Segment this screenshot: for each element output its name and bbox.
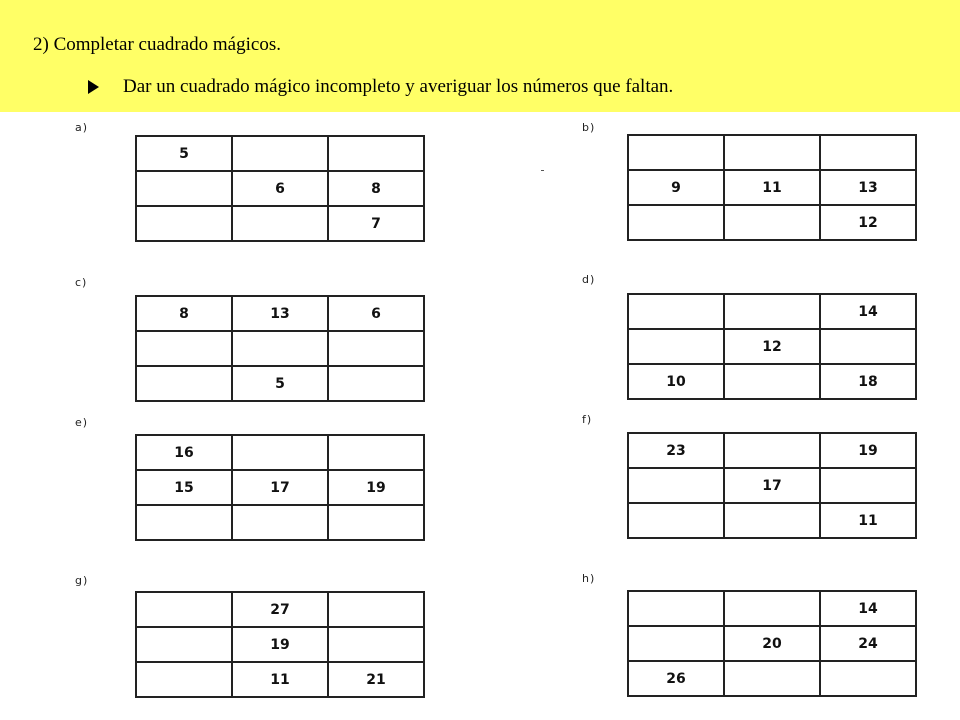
magic-square-grid <box>627 293 917 400</box>
puzzle-label: g) <box>75 574 89 587</box>
puzzle-label: a) <box>75 121 89 134</box>
grid-cell: 14 <box>820 591 916 626</box>
grid-cell: 20 <box>724 626 820 661</box>
grid-cell-empty <box>328 505 424 540</box>
grid-cell-empty <box>724 503 820 538</box>
grid-row <box>628 661 916 696</box>
header-banner <box>0 0 960 112</box>
grid-row <box>136 435 424 470</box>
grid-cell: 21 <box>328 662 424 697</box>
grid-cell: 14 <box>820 294 916 329</box>
grid-row <box>136 505 424 540</box>
grid-row <box>136 662 424 697</box>
grid-cell-empty <box>136 206 232 241</box>
grid-cell-empty <box>724 364 820 399</box>
puzzle-label: h) <box>582 572 596 585</box>
grid-cell-empty <box>628 205 724 240</box>
grid-cell-empty <box>820 135 916 170</box>
magic-square-grid <box>627 432 917 539</box>
magic-square-grid <box>135 591 425 698</box>
grid-cell: 9 <box>628 170 724 205</box>
grid-cell-empty <box>232 331 328 366</box>
grid-row <box>628 433 916 468</box>
grid-row <box>628 205 916 240</box>
instruction-text: Dar un cuadrado mágico incompleto y averiguar los números que faltan. <box>123 76 674 97</box>
grid-cell: 11 <box>724 170 820 205</box>
grid-row <box>628 135 916 170</box>
grid-cell: 12 <box>724 329 820 364</box>
puzzle-label: f) <box>582 413 593 426</box>
grid-row <box>136 470 424 505</box>
grid-cell-empty <box>724 135 820 170</box>
grid-cell: 15 <box>136 470 232 505</box>
grid-cell: 5 <box>136 136 232 171</box>
grid-cell: 11 <box>820 503 916 538</box>
puzzle-label: b) <box>582 121 596 134</box>
stray-mark <box>541 170 544 171</box>
grid-cell: 19 <box>820 433 916 468</box>
grid-row <box>628 294 916 329</box>
puzzle-label: c) <box>75 276 88 289</box>
grid-cell-empty <box>232 435 328 470</box>
grid-row <box>628 626 916 661</box>
grid-cell: 10 <box>628 364 724 399</box>
grid-cell-empty <box>328 435 424 470</box>
grid-cell-empty <box>820 661 916 696</box>
instruction-row <box>88 76 673 98</box>
grid-cell: 17 <box>724 468 820 503</box>
puzzle-label: d) <box>582 273 596 286</box>
grid-cell-empty <box>724 205 820 240</box>
grid-cell-empty <box>724 661 820 696</box>
magic-square-grid <box>627 590 917 697</box>
grid-cell-empty <box>628 135 724 170</box>
magic-square-grid <box>135 434 425 541</box>
grid-cell: 26 <box>628 661 724 696</box>
grid-row <box>136 136 424 171</box>
grid-cell-empty <box>328 136 424 171</box>
grid-cell-empty <box>136 592 232 627</box>
grid-cell-empty <box>136 331 232 366</box>
grid-cell: 27 <box>232 592 328 627</box>
grid-cell: 8 <box>328 171 424 206</box>
grid-cell-empty <box>328 627 424 662</box>
grid-cell-empty <box>628 626 724 661</box>
grid-row <box>628 329 916 364</box>
exercise-title: 2) Completar cuadrado mágicos. <box>33 34 281 55</box>
grid-cell: 11 <box>232 662 328 697</box>
arrow-bullet-icon <box>88 80 99 94</box>
grid-cell-empty <box>136 662 232 697</box>
magic-square-grid <box>135 135 425 242</box>
grid-cell-empty <box>136 505 232 540</box>
grid-row <box>628 170 916 205</box>
grid-row <box>136 171 424 206</box>
grid-cell: 6 <box>232 171 328 206</box>
grid-cell-empty <box>328 331 424 366</box>
grid-cell: 5 <box>232 366 328 401</box>
grid-row <box>136 627 424 662</box>
puzzle-label: e) <box>75 416 89 429</box>
grid-cell-empty <box>136 627 232 662</box>
grid-cell-empty <box>136 171 232 206</box>
grid-cell: 16 <box>136 435 232 470</box>
grid-row <box>628 591 916 626</box>
grid-cell: 13 <box>232 296 328 331</box>
grid-cell-empty <box>820 468 916 503</box>
grid-cell-empty <box>724 591 820 626</box>
grid-cell: 8 <box>136 296 232 331</box>
magic-square-grid <box>135 295 425 402</box>
grid-row <box>628 468 916 503</box>
grid-cell-empty <box>136 366 232 401</box>
grid-cell-empty <box>328 592 424 627</box>
grid-cell-empty <box>628 294 724 329</box>
grid-cell: 18 <box>820 364 916 399</box>
grid-cell-empty <box>628 503 724 538</box>
grid-cell-empty <box>328 366 424 401</box>
grid-cell: 19 <box>232 627 328 662</box>
grid-cell: 17 <box>232 470 328 505</box>
grid-row <box>628 364 916 399</box>
grid-cell: 7 <box>328 206 424 241</box>
grid-cell-empty <box>232 505 328 540</box>
grid-cell: 19 <box>328 470 424 505</box>
magic-square-grid <box>627 134 917 241</box>
grid-row <box>136 331 424 366</box>
grid-cell-empty <box>232 136 328 171</box>
grid-cell-empty <box>628 329 724 364</box>
grid-row <box>136 206 424 241</box>
grid-cell: 13 <box>820 170 916 205</box>
grid-row <box>628 503 916 538</box>
grid-cell: 23 <box>628 433 724 468</box>
grid-cell-empty <box>628 591 724 626</box>
grid-cell-empty <box>628 468 724 503</box>
grid-cell: 12 <box>820 205 916 240</box>
grid-cell: 24 <box>820 626 916 661</box>
grid-cell-empty <box>820 329 916 364</box>
grid-row <box>136 366 424 401</box>
grid-cell-empty <box>724 294 820 329</box>
grid-row <box>136 592 424 627</box>
grid-cell-empty <box>724 433 820 468</box>
grid-cell: 6 <box>328 296 424 331</box>
grid-cell-empty <box>232 206 328 241</box>
grid-row <box>136 296 424 331</box>
